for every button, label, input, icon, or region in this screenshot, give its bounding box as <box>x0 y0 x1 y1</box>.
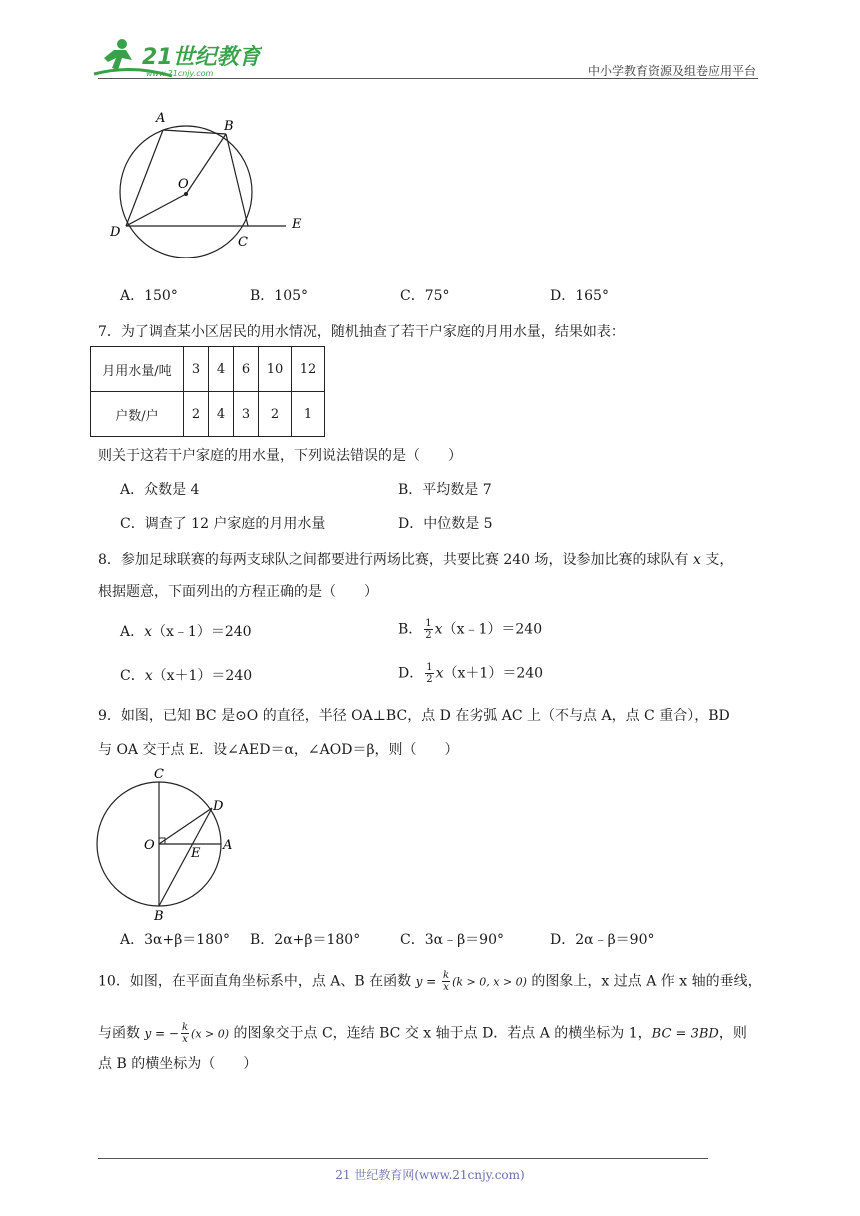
q10-line2: 与函数 y = − $\frac{k}{x}$ (x > 0) 的图象交于点 C，连结 BC 交 x 轴于点 D．若点 A 的横坐标为 1，BC = 3BD，则 <box>98 1022 747 1045</box>
q9-line1: 9．如图，已知 BC 是⊙O 的直径，半径 OA⊥BC，点 D 在劣弧 AC 上（不与点 A，点 C 重合），BD <box>98 708 730 724</box>
logo-url: www.21cnjy.com <box>146 69 214 78</box>
label-E: E <box>191 846 201 861</box>
label-O: O <box>178 177 189 192</box>
label-B: B <box>154 909 164 924</box>
label-C: C <box>154 767 164 782</box>
table-cell: 6 <box>234 347 259 392</box>
q6-option-a: A．150° <box>120 288 178 304</box>
q9-line2: 与 OA 交于点 E．设∠AED＝α，∠AOD＝β，则（ ） <box>98 742 459 758</box>
label-D: D <box>110 225 121 240</box>
site-logo <box>92 34 262 82</box>
table-cell: 10 <box>259 347 292 392</box>
label-A: A <box>156 111 166 126</box>
label-D: D <box>213 799 224 814</box>
table-cell: 3 <box>234 392 259 437</box>
fraction-k-over-x: $\frac{k}{x}$ <box>181 1022 189 1045</box>
fraction-half: $\frac{1}{2}$ <box>426 662 433 685</box>
q9-option-c: C．3α﹣β＝90° <box>400 932 504 948</box>
water-usage-table <box>90 346 325 437</box>
q8-option-b: B． $\frac{1}{2}$ x（x﹣1）＝240 <box>398 618 543 641</box>
q9-option-d: D．2α﹣β＝90° <box>550 932 655 948</box>
fraction-half: $\frac{1}{2}$ <box>425 618 432 641</box>
q8-stem-line2: 根据题意，下面列出的方程正确的是（ ） <box>98 584 378 600</box>
q7-option-d: D．中位数是 5 <box>398 516 493 532</box>
logo-text: 21世纪教育 <box>142 45 261 70</box>
q8-option-d: D． $\frac{1}{2}$ x（x＋1）＝240 <box>398 662 544 685</box>
q9-option-b: B．2α+β＝180° <box>250 932 361 948</box>
platform-name: 中小学教育资源及组卷应用平台 <box>587 64 756 78</box>
table-header-usage: 月用水量/吨 <box>91 347 184 392</box>
table-cell: 4 <box>209 392 234 437</box>
q8-option-a: A．x（x﹣1）＝240 <box>120 624 252 640</box>
table-cell: 12 <box>292 347 325 392</box>
label-B: B <box>224 119 234 134</box>
header-divider <box>98 78 758 79</box>
label-E: E <box>292 217 302 232</box>
table-cell: 1 <box>292 392 325 437</box>
table-header-households: 户数/户 <box>91 392 184 437</box>
table-cell: 4 <box>209 347 234 392</box>
q10-line1: 10．如图，在平面直角坐标系中，点 A、B 在函数 y = $\frac{k}{x}$ (k > 0, x > 0) 的图象上，x 过点 A 作 x 轴的垂线， <box>98 970 762 993</box>
q7-question: 则关于这若干户家庭的用水量，下列说法错误的是（ ） <box>98 448 462 464</box>
q8-option-c: C．x（x＋1）＝240 <box>120 668 253 684</box>
q8-stem-line1: 8．参加足球联赛的每两支球队之间都要进行两场比赛，共要比赛 240 场，设参加比赛的球队有 x 支， <box>98 552 734 568</box>
q9-option-a: A．3α+β＝180° <box>120 932 231 948</box>
footer-divider <box>98 1158 708 1159</box>
label-O: O <box>144 838 155 853</box>
table-cell: 2 <box>184 392 209 437</box>
q7-option-c: C．调查了 12 户家庭的月用水量 <box>120 516 326 532</box>
q9-figure <box>92 764 242 924</box>
table-cell: 2 <box>259 392 292 437</box>
q6-option-d: D．165° <box>550 288 609 304</box>
q7-option-b: B．平均数是 7 <box>398 482 492 498</box>
label-C: C <box>238 235 248 250</box>
table-cell: 3 <box>184 347 209 392</box>
q7-stem: 7．为了调查某小区居民的用水情况，随机抽查了若干户家庭的月用水量，结果如表： <box>98 324 625 340</box>
q6-figure <box>100 108 320 258</box>
fraction-k-over-x: $\frac{k}{x}$ <box>443 970 450 993</box>
q6-option-c: C．75° <box>400 288 450 304</box>
label-A: A <box>223 838 233 853</box>
q7-option-a: A．众数是 4 <box>120 482 200 498</box>
q6-option-b: B．105° <box>250 288 309 304</box>
q10-line3: 点 B 的横坐标为（ ） <box>98 1056 258 1072</box>
footer-link[interactable]: 21 世纪教育网(www.21cnjy.com) <box>335 1168 525 1182</box>
